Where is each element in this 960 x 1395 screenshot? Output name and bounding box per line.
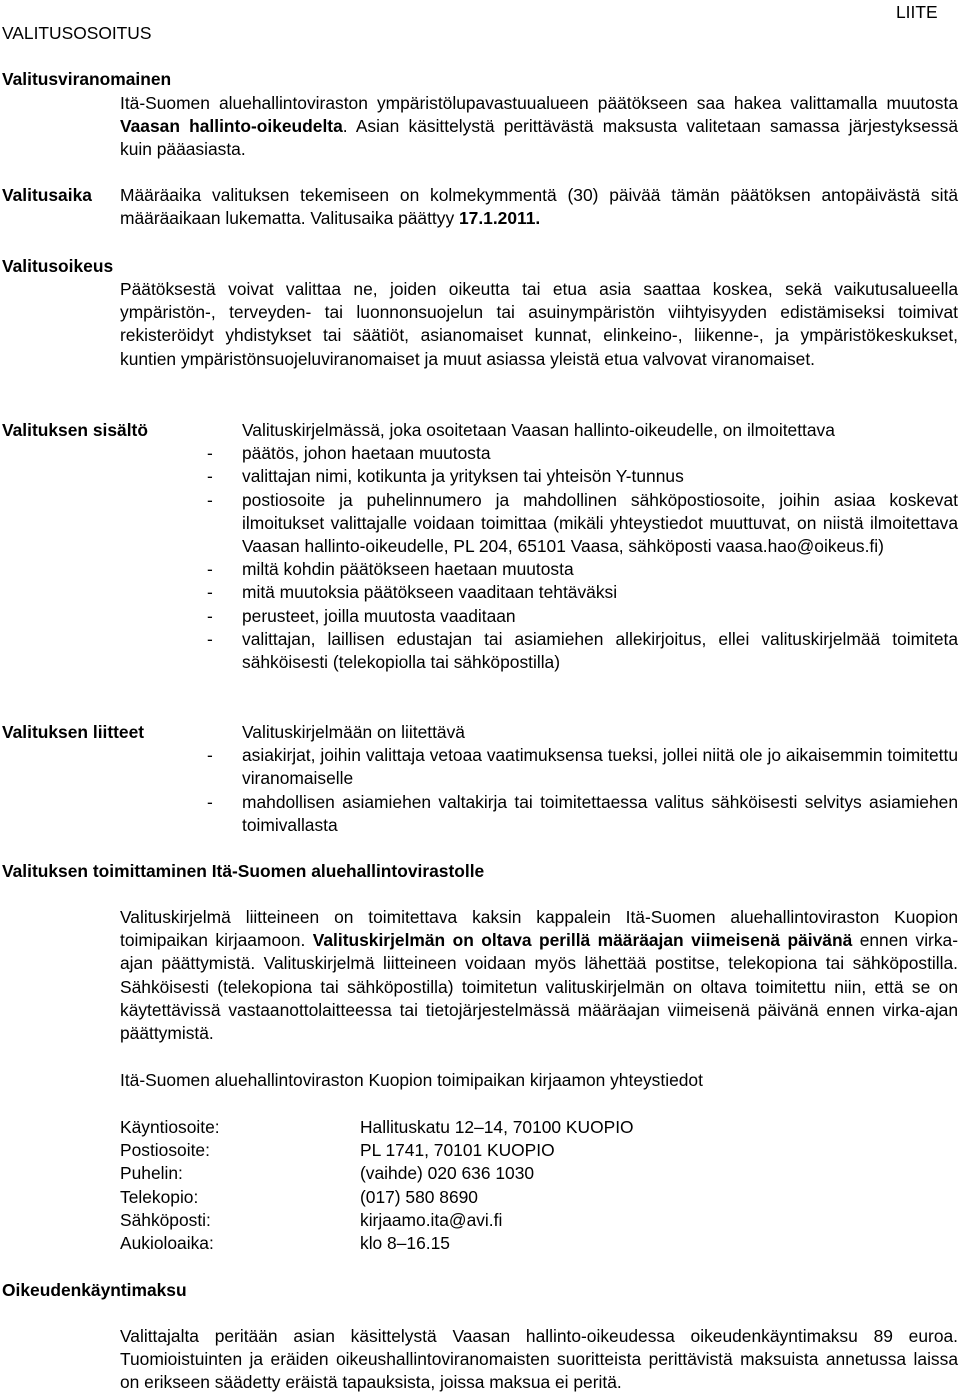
dash-bullet: - <box>207 628 213 649</box>
authority-heading: Valitusviranomainen <box>2 69 172 89</box>
list-item-text: postiosoite ja puhelinnumero ja mahdollinen sähköpostiosoite, joihin asiaa koskevat ilmoitukset valittajalle voidaan toimittaa (mikäli yhteystiedot muuttuvat, on niistä ilmoitettava Vaasan hallinto-oikeudelle, PL 204, 65101 Vaasa, sähköposti vaasa.hao@oikeus.fi) <box>242 489 958 557</box>
list-item-text: perusteet, joilla muutosta vaaditaan <box>242 605 516 626</box>
delivery-heading: Valituksen toimittaminen Itä-Suomen aluehallintovirastolle <box>2 861 485 881</box>
contact-row <box>120 1162 958 1185</box>
contact-row <box>120 1116 958 1139</box>
contact-value: Hallituskatu 12–14, 70100 KUOPIO <box>360 1117 634 1137</box>
attachments-heading: Valituksen liitteet <box>2 722 145 742</box>
contact-value: klo 8–16.15 <box>360 1233 450 1254</box>
contact-row <box>120 1209 958 1232</box>
authority-text-a: Itä-Suomen aluehallintoviraston ympäristölupavastuualueen päätökseen saa hakea valittamalla muutosta <box>120 93 958 113</box>
list-item <box>207 744 958 790</box>
contact-value: kirjaamo.ita@avi.fi <box>360 1209 503 1230</box>
contact-value: PL 1741, 70101 KUOPIO <box>360 1140 555 1161</box>
list-item-text: mahdollisen asiamiehen valtakirja tai toimitettaessa valitus sähköisesti selvitys asiamiehen toimivallasta <box>242 791 958 835</box>
authority-text <box>120 92 958 162</box>
deadline-text <box>120 184 958 230</box>
content-list <box>207 442 958 674</box>
dash-bullet: - <box>207 489 213 510</box>
attachments-list <box>207 744 958 837</box>
content-heading: Valituksen sisältö <box>2 420 148 440</box>
right-text: Päätöksestä voivat valittaa ne, joiden oikeutta tai etua asia saattaa koskea, sekä vaikutusalueella ympäristön-, terveyden- tai luonnonsuojelun tai asuinympäristön viihtyisyyden edistämiseksi toimivat rekisteröidyt yhdistykset tai säätiöt, asianomaiset kunnat, elinkeino-, liikenne-, ja ympäristökeskukset, kuntien ympäristönsuojeluviranomaiset ja muut asiassa yleistä etua valvovat viranomaiset. <box>120 279 958 369</box>
dash-bullet: - <box>207 443 213 464</box>
dash-bullet: - <box>207 559 213 580</box>
contact-label: Telekopio: <box>120 1186 199 1207</box>
contact-label: Puhelin: <box>120 1163 183 1184</box>
fee-text: Valittajalta peritään asian käsittelystä Vaasan hallinto-oikeudessa oikeudenkäyntimaksu 89 euroa. Tuomioistuinten ja eräiden oikeushallintoviranomaisten suoritteista perittävistä maksuista annetussa laissa on erikseen säädetty eräistä tapauksista, joissa maksua ei peritä. <box>120 1326 958 1393</box>
deadline-date: 17.1.2011. <box>458 208 541 229</box>
list-item-text: päätös, johon haetaan muutosta <box>242 443 491 464</box>
attachment-tag: LIITE <box>896 2 938 22</box>
document-title: VALITUSOSOITUS <box>2 23 152 43</box>
content-section <box>207 419 958 674</box>
list-item-text: valittajan nimi, kotikunta ja yrityksen tai yhteisön Y-tunnus <box>242 466 684 487</box>
dash-bullet: - <box>207 791 213 812</box>
authority-text-b: . Asian käsittelystä perittävästä maksusta valitetaan samassa järjestyksessä kuin pääasiasta. <box>120 116 958 160</box>
list-item-text: miltä kohdin päätökseen haetaan muutosta <box>242 559 574 580</box>
list-item-text: valittajan, laillisen edustajan tai asiamiehen allekirjoitus, ellei valituskirjelmää toimiteta sähköisesti (telekopiolla tai sähköpostilla) <box>242 628 958 673</box>
attachments-intro: Valituskirjelmään on liitettävä <box>242 722 465 742</box>
contact-heading: Itä-Suomen aluehallintoviraston Kuopion toimipaikan kirjaamon yhteystiedot <box>120 1070 703 1090</box>
deadline-text-main: Määräaika valituksen tekemiseen on kolmekymmentä (30) päivää tämän päätöksen antopäivästä sitä määräaikaan lukematta. Valitusaika päättyy <box>120 185 958 229</box>
fee-heading: Oikeudenkäyntimaksu <box>2 1280 187 1300</box>
list-item <box>207 605 958 628</box>
dash-bullet: - <box>207 582 213 603</box>
list-item <box>207 465 958 488</box>
list-item-text: mitä muutoksia päätökseen vaaditaan tehtäväksi <box>242 582 618 603</box>
right-heading: Valitusoikeus <box>2 256 114 276</box>
contact-row <box>120 1186 958 1209</box>
contact-value: (vaihde) 020 636 1030 <box>360 1163 535 1184</box>
delivery-paragraph <box>120 906 958 1045</box>
list-item-text: asiakirjat, joihin valittaja vetoaa vaatimuksensa tueksi, jollei niitä ole jo aikaisemmin toimitettu viranomaiselle <box>242 745 958 789</box>
contact-value: (017) 580 8690 <box>360 1186 478 1207</box>
contact-label: Aukioloaika: <box>120 1233 214 1254</box>
contact-row <box>120 1232 958 1255</box>
content-intro: Valituskirjelmässä, joka osoitetaan Vaasan hallinto-oikeudelle, on ilmoitettava <box>242 420 835 440</box>
contact-label: Postiosoite: <box>120 1140 210 1161</box>
contact-label: Sähköposti: <box>120 1209 211 1230</box>
list-item <box>207 489 958 559</box>
dash-bullet: - <box>207 605 213 626</box>
list-item <box>207 628 958 674</box>
contact-row <box>120 1139 958 1162</box>
contact-label: Käyntiosoite: <box>120 1117 220 1137</box>
attachments-section <box>207 721 958 837</box>
contact-table <box>120 1116 958 1255</box>
list-item <box>207 791 958 837</box>
deadline-heading: Valitusaika <box>2 185 92 205</box>
authority-text-court: Vaasan hallinto-oikeudelta <box>120 116 343 137</box>
delivery-text-b: ennen virka-ajan päättymistä. Valituskirjelmä liitteineen voidaan myös lähettää postitse, telekopiona tai sähköpostilla. Sähköisesti (telekopiona tai sähköpostilla) toimitetun valituskirjelmän on oltava toimitettu niin, että se on käytettävissä vastaanottolaitteessa tai tietojärjestelmässä määräajan viimeisenä päivänä ennen virka-ajan päättymistä. <box>120 930 959 1044</box>
delivery-text-a: Valituskirjelmä liitteineen on toimitettava kaksin kappalein Itä-Suomen aluehallintoviraston Kuopion toimipaikan kirjaamoon. <box>120 907 958 951</box>
dash-bullet: - <box>207 745 213 766</box>
dash-bullet: - <box>207 466 213 487</box>
list-item <box>207 442 958 465</box>
list-item <box>207 581 958 604</box>
delivery-text-deadline: Valituskirjelmän on oltava perillä määräajan viimeisenä päivänä <box>312 930 853 951</box>
list-item <box>207 558 958 581</box>
